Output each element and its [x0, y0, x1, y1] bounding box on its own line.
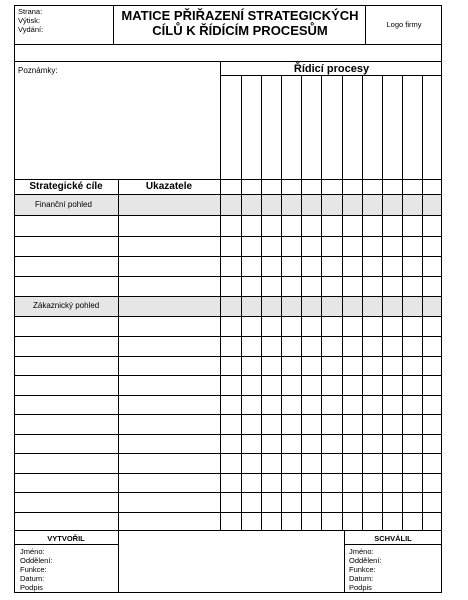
header-divider	[113, 5, 114, 44]
department-field-label: Oddělení:	[349, 556, 382, 565]
grid-column-line	[382, 75, 383, 530]
date-field-label: Datum:	[349, 574, 374, 583]
processes-heading-rule	[221, 75, 442, 76]
function-field-label: Funkce:	[20, 565, 47, 574]
grid-column-line	[402, 75, 403, 530]
name-field-label: Jméno:	[20, 547, 45, 556]
grid-column-line	[362, 75, 363, 530]
grid-row-line	[14, 512, 442, 513]
grid-row-line	[14, 296, 442, 297]
signature-field-label: Podpis	[349, 583, 372, 592]
grid-row-line	[14, 316, 442, 317]
blank-strip-rule	[14, 61, 442, 62]
grid-column-line	[241, 75, 242, 530]
processes-heading: Řídicí procesy	[293, 63, 370, 75]
department-field-label: Oddělení:	[20, 556, 53, 565]
approved-by-title: SCHVÁLIL	[374, 534, 412, 543]
grid-row-line	[14, 375, 442, 376]
customer-section-label: Zákaznický pohled	[33, 301, 100, 310]
title-line-2: CÍLŮ K ŘÍDÍCÍM PROCESŮM	[152, 23, 328, 38]
grid-column-line	[220, 179, 221, 530]
grid-row-line	[14, 395, 442, 396]
created-by-fields[interactable]	[20, 547, 53, 592]
approved-title-rule	[344, 544, 442, 545]
approved-by-fields[interactable]	[349, 547, 382, 592]
financial-section-label: Finanční pohled	[35, 200, 92, 209]
grid-column-line	[118, 179, 119, 530]
grid-row-line	[14, 336, 442, 337]
function-field-label: Funkce:	[349, 565, 376, 574]
indicators-column-header: Ukazatele	[145, 181, 193, 192]
table-header-rule	[14, 179, 442, 180]
grid-column-line	[342, 75, 343, 530]
name-field-label: Jméno:	[349, 547, 374, 556]
date-field-label: Datum:	[20, 574, 45, 583]
company-logo-placeholder: Logo firmy	[386, 20, 422, 29]
signature-field-label: Podpis	[20, 583, 43, 592]
created-by-title: VYTVOŘIL	[47, 534, 85, 543]
title-line-1: MATICE PŘIŘAZENÍ STRATEGICKÝCH	[121, 8, 359, 23]
grid-column-line	[281, 75, 282, 530]
notes-divider	[220, 61, 221, 179]
grid-row-line	[14, 434, 442, 435]
grid-row-line	[14, 256, 442, 257]
notes-label: Poznámky:	[18, 66, 58, 75]
edition-label: Vydání:	[18, 25, 44, 34]
grid-column-line	[422, 75, 423, 530]
created-title-rule	[14, 544, 118, 545]
header-bottom-rule	[14, 44, 442, 45]
grid-row-line	[14, 276, 442, 277]
footer-top-rule	[14, 530, 442, 531]
grid-row-line	[14, 356, 442, 357]
goals-column-header: Strategické cíle	[29, 181, 103, 192]
grid-row-line	[14, 453, 442, 454]
page-label: Strana:	[18, 7, 43, 16]
document-title	[116, 8, 364, 38]
grid-column-line	[261, 75, 262, 530]
grid-row-line	[14, 414, 442, 415]
grid-row-line	[14, 215, 442, 216]
grid-row-line	[14, 492, 442, 493]
grid-column-line	[301, 75, 302, 530]
copy-label: Výtisk:	[18, 16, 41, 25]
footer-divider-left	[118, 530, 119, 593]
grid-row-line	[14, 473, 442, 474]
grid-column-line	[321, 75, 322, 530]
grid-row-line	[14, 236, 442, 237]
